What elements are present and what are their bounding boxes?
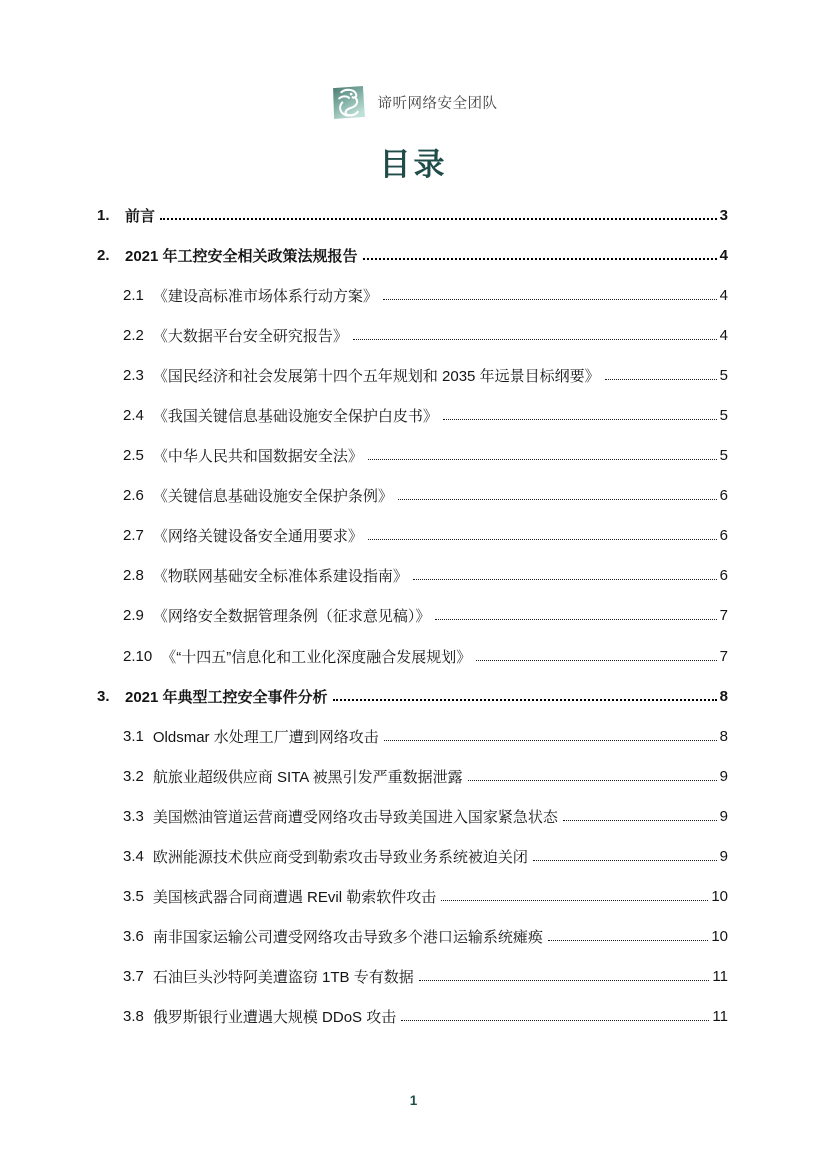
toc-page-number: 5 <box>719 407 728 425</box>
toc-entry-label: 欧洲能源技术供应商受到勒索攻击导致业务系统被迫关闭 <box>152 849 528 867</box>
toc-entry-number: 3. <box>97 687 110 705</box>
toc-page-number: 4 <box>719 246 728 264</box>
toc-leader-dots <box>398 491 717 500</box>
toc-leader-dots <box>476 652 716 661</box>
toc-page-number: 4 <box>719 286 728 304</box>
toc-entry-label: 航旅业超级供应商 SITA 被黑引发严重数据泄露 <box>152 768 463 786</box>
toc-leader-dots <box>533 852 717 861</box>
toc-leader-dots <box>160 211 717 220</box>
toc-page-number: 9 <box>719 767 728 785</box>
toc-entry-label: 《“十四五”信息化和工业化深度融合发展规划》 <box>161 648 472 666</box>
toc-entry[interactable] <box>97 556 728 596</box>
toc-entry-number: 3.8 <box>123 1008 144 1026</box>
toc-entry-number: 2. <box>97 246 110 264</box>
toc-entry-label: 《大数据平台安全研究报告》 <box>152 327 348 345</box>
toc-entry-number: 2.10 <box>123 647 153 665</box>
toc-entry-label: 《物联网基础安全标准体系建设指南》 <box>152 568 408 586</box>
table-of-contents <box>97 195 728 1037</box>
toc-page-number: 7 <box>719 647 728 665</box>
toc-entry-number: 2.3 <box>123 366 144 384</box>
toc-page-number: 11 <box>712 968 728 986</box>
toc-entry-label: 《国民经济和社会发展第十四个五年规划和 2035 年远景目标纲要》 <box>152 367 600 385</box>
toc-leader-dots <box>368 531 717 540</box>
toc-page-number: 8 <box>719 727 728 745</box>
toc-leader-dots <box>353 331 717 340</box>
toc-leader-dots <box>605 371 717 380</box>
toc-page-number: 3 <box>719 206 728 224</box>
toc-entry[interactable] <box>97 676 728 716</box>
toc-entry-label: 《关键信息基础设施安全保护条例》 <box>152 488 393 506</box>
toc-entry[interactable] <box>97 476 728 516</box>
toc-page-number: 6 <box>719 487 728 505</box>
toc-entry-label: 南非国家运输公司遭受网络攻击导致多个港口运输系统瘫痪 <box>152 929 543 947</box>
toc-entry[interactable] <box>97 917 728 957</box>
toc-entry-label: Oldsmar 水处理工厂遭到网络攻击 <box>152 728 379 746</box>
toc-entry-number: 1. <box>97 206 110 224</box>
toc-entry[interactable] <box>97 596 728 636</box>
toc-entry-number: 3.7 <box>123 968 144 986</box>
footer-page-number: 1 <box>409 1093 418 1108</box>
toc-leader-dots <box>333 692 717 701</box>
toc-page-number: 10 <box>711 888 728 906</box>
toc-entry[interactable] <box>97 516 728 556</box>
toc-entry[interactable] <box>97 275 728 315</box>
toc-entry[interactable] <box>97 436 728 476</box>
toc-page-number: 8 <box>719 687 728 705</box>
toc-entry-label: 石油巨头沙特阿美遭盗窃 1TB 专有数据 <box>152 969 414 987</box>
toc-page-number: 5 <box>719 447 728 465</box>
toc-entry-number: 2.9 <box>123 607 144 625</box>
toc-entry-number: 2.8 <box>123 567 144 585</box>
toc-entry[interactable] <box>97 957 728 997</box>
toc-entry[interactable] <box>97 877 728 917</box>
toc-page-number: 9 <box>719 807 728 825</box>
toc-entry-number: 2.6 <box>123 487 144 505</box>
toc-leader-dots <box>548 932 708 941</box>
toc-entry[interactable] <box>97 997 728 1037</box>
toc-page-number: 11 <box>712 1008 728 1026</box>
diting-seal-logo-icon <box>330 84 367 121</box>
toc-entry-number: 3.3 <box>123 807 144 825</box>
toc-entry-label: 前言 <box>125 207 156 225</box>
toc-leader-dots <box>435 611 716 620</box>
toc-leader-dots <box>368 451 717 460</box>
toc-entry-label: 美国燃油管道运营商遭受网络攻击导致美国进入国家紧急状态 <box>152 808 558 826</box>
toc-entry-label: 2021 年典型工控安全事件分析 <box>125 688 328 706</box>
toc-page-number: 6 <box>719 527 728 545</box>
toc-entry-number: 2.2 <box>123 326 144 344</box>
brand-header <box>0 84 827 121</box>
toc-leader-dots <box>384 732 717 741</box>
toc-entry-label: 《我国关键信息基础设施安全保护白皮书》 <box>152 408 438 426</box>
toc-leader-dots <box>563 812 717 821</box>
brand-name: 谛听网络安全团队 <box>377 96 498 112</box>
toc-entry[interactable] <box>97 756 728 796</box>
toc-entry-label: 《网络关键设备安全通用要求》 <box>152 528 363 546</box>
toc-page-number: 9 <box>719 848 728 866</box>
toc-leader-dots <box>383 291 717 300</box>
toc-leader-dots <box>443 411 717 420</box>
toc-page-number: 7 <box>719 607 728 625</box>
toc-entry[interactable] <box>97 355 728 395</box>
toc-leader-dots <box>441 892 708 901</box>
toc-leader-dots <box>419 972 710 981</box>
toc-entry[interactable] <box>97 716 728 756</box>
toc-entry-number: 2.1 <box>123 286 144 304</box>
toc-entry[interactable] <box>97 395 728 435</box>
toc-entry[interactable] <box>97 636 728 676</box>
toc-entry[interactable] <box>97 235 728 275</box>
toc-entry-number: 2.4 <box>123 407 144 425</box>
toc-leader-dots <box>401 1012 709 1021</box>
toc-entry[interactable] <box>97 315 728 355</box>
toc-entry-number: 3.6 <box>123 928 144 946</box>
toc-entry-number: 2.5 <box>123 447 144 465</box>
toc-entry-number: 3.2 <box>123 767 144 785</box>
toc-entry-label: 俄罗斯银行业遭遇大规模 DDoS 攻击 <box>152 1009 397 1027</box>
toc-entry-number: 3.1 <box>123 727 144 745</box>
toc-entry[interactable] <box>97 796 728 836</box>
toc-page-number: 4 <box>719 326 728 344</box>
toc-leader-dots <box>413 571 717 580</box>
page-title: 目录 <box>379 147 448 182</box>
toc-entry-label: 2021 年工控安全相关政策法规报告 <box>125 247 358 265</box>
toc-page-number: 6 <box>719 567 728 585</box>
toc-entry[interactable] <box>97 837 728 877</box>
toc-entry-label: 《网络安全数据管理条例（征求意见稿）》 <box>152 608 431 626</box>
toc-entry-label: 美国核武器合同商遭遇 REvil 勒索软件攻击 <box>152 889 437 907</box>
toc-entry-label: 《建设高标准市场体系行动方案》 <box>152 287 378 305</box>
toc-leader-dots <box>363 251 717 260</box>
toc-leader-dots <box>468 772 717 781</box>
toc-entry-label: 《中华人民共和国数据安全法》 <box>152 448 363 466</box>
toc-entry-number: 2.7 <box>123 527 144 545</box>
toc-page-number: 10 <box>711 928 728 946</box>
toc-entry[interactable] <box>97 195 728 235</box>
toc-entry-number: 3.5 <box>123 888 144 906</box>
toc-entry-number: 3.4 <box>123 848 144 866</box>
toc-page-number: 5 <box>719 366 728 384</box>
